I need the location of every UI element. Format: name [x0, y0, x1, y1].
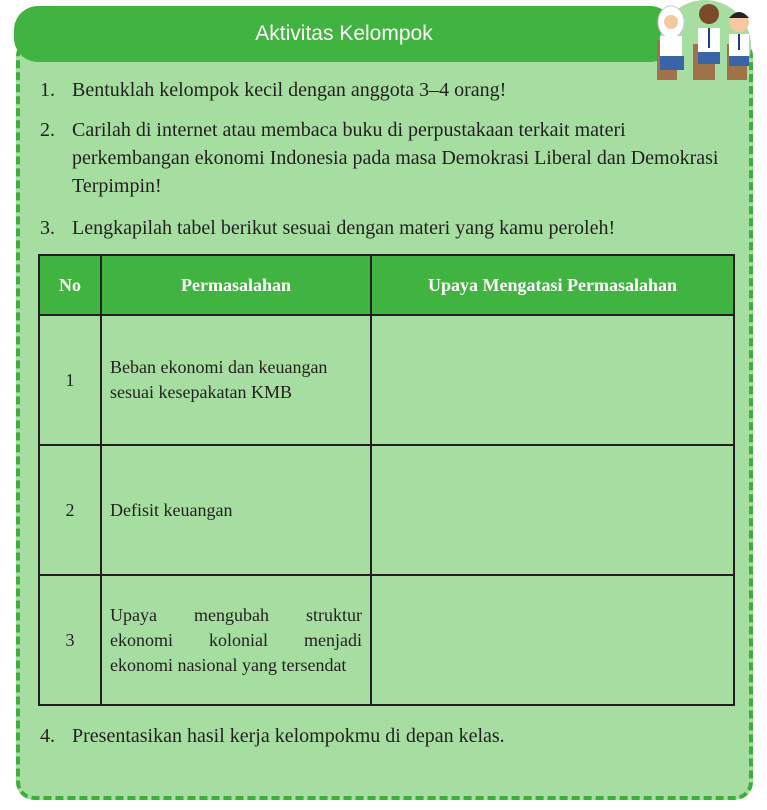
row-no: 1 — [39, 315, 101, 445]
item-text: Presentasikan hasil kerja kelompokmu di depan kelas. — [72, 725, 505, 747]
table-row — [39, 445, 734, 575]
row-solution-cell[interactable] — [371, 315, 734, 445]
table-header-row — [39, 255, 734, 315]
item-text: Lengkapilah tabel berikut sesuai dengan materi yang kamu peroleh! — [72, 217, 616, 239]
table-row — [39, 315, 734, 445]
item-text: Bentuklah kelompok kecil dengan anggota 3–4 orang! — [72, 79, 507, 101]
row-problem: Beban ekonomi dan keuangan sesuai kesepakatan KMB — [101, 315, 371, 445]
row-solution-cell[interactable] — [371, 445, 734, 575]
table-row — [39, 575, 734, 705]
row-solution-cell[interactable] — [371, 575, 734, 705]
row-problem: Defisit keuangan — [101, 445, 371, 575]
header-no: No — [39, 255, 101, 315]
activity-header — [14, 6, 674, 62]
header-problem: Permasalahan — [101, 255, 371, 315]
item-number: 2. — [40, 119, 55, 141]
item-number: 1. — [40, 79, 55, 101]
row-no: 2 — [39, 445, 101, 575]
row-problem: Upaya mengubah struktur ekonomi kolonial menjadi ekonomi nasional yang tersendat — [101, 575, 371, 705]
header-solution: Upaya Mengatasi Permasalahan — [371, 255, 734, 315]
item-number: 4. — [40, 725, 55, 747]
row-no: 3 — [39, 575, 101, 705]
item-text: Carilah di internet atau membaca buku di perpustakaan terkait materi perkembangan ekonomi Indonesia pada masa Demokrasi Liberal dan Demokrasi Terpimpin! — [72, 119, 719, 197]
problems-table — [38, 254, 735, 706]
activity-title: Aktivitas Kelompok — [255, 22, 433, 45]
item-number: 3. — [40, 217, 55, 239]
